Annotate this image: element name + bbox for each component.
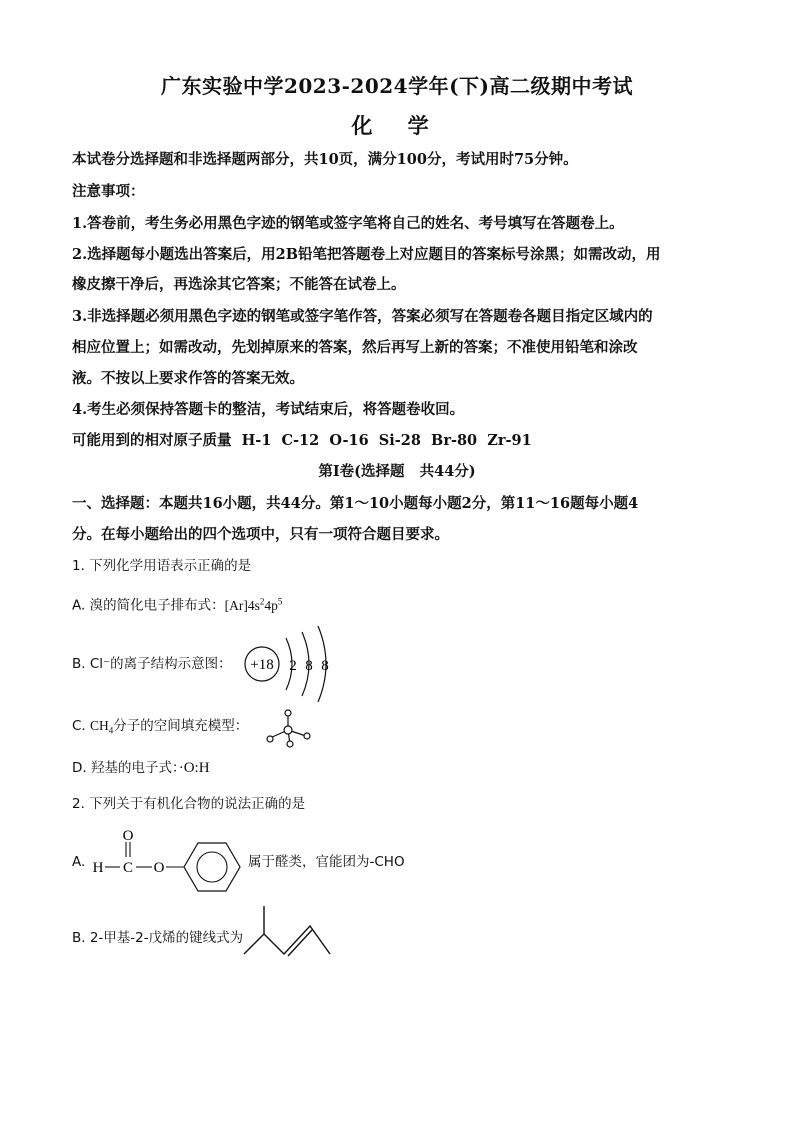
- shell-electrons: 2: [289, 658, 297, 674]
- atom-o-ester: O: [153, 860, 165, 876]
- q1-option-b: [72, 654, 732, 674]
- q2-option-a-label: A.: [72, 854, 86, 870]
- q2-option-a-text: 属于醛类，官能团为-CHO: [248, 854, 405, 870]
- ch4-formula: $CH_4$: [90, 718, 114, 736]
- notice-line: 相应位置上；如需改动，先划掉原来的答案，然后再写上新的答案；不准使用铅笔和涂改: [72, 339, 638, 356]
- shell-electrons: 8: [321, 658, 329, 674]
- notice-line: 橡皮擦干净后，再选涂其它答案；不能答在试卷上。: [72, 276, 406, 293]
- notice-line: 2.选择题每小题选出答案后，用2B铅笔把答题卷上对应题目的答案标号涂黑；如需改动，用: [72, 246, 661, 263]
- q1-b-label: B. Cl⁻的离子结构示意图：: [72, 656, 232, 672]
- q1-stem: 1. 下列化学用语表示正确的是: [72, 558, 252, 574]
- notice-line: 3.非选择题必须用黑色字迹的钢笔或签字笔作答，答案必须写在答题卷各题目指定区域内的: [72, 308, 653, 325]
- atomic-mass-line: 可能用到的相对原子质量 H-1 C-12 O-16 Si-28 Br-80 Zr-91: [72, 432, 532, 449]
- phenyl-formate-structure: [88, 826, 248, 896]
- q1-option-a: [72, 591, 732, 616]
- hydroxyl-electron-formula: ·O:H: [178, 760, 210, 776]
- notice-line: 1.答卷前，考生务必用黑色字迹的钢笔或签字笔将自己的姓名、考号填写在答题卷上。: [72, 215, 624, 232]
- atom-o-carbonyl: O: [122, 828, 134, 844]
- nucleus-charge: +18: [250, 657, 274, 673]
- intro-text: 本试卷分选择题和非选择题两部分，共10页，满分100分，考试用时75分钟。: [72, 151, 578, 168]
- q1-a-formula: $[Ar]4s^24p^5$: [224, 596, 283, 613]
- exam-title: 广东实验中学2023-2024学年(下)高二级期中考试: [160, 74, 634, 98]
- atom-c: C: [122, 860, 134, 876]
- section-title: 第Ⅰ卷(选择题 共44分): [318, 463, 476, 480]
- q1-option-d: D. 羟基的电子式：·O:H: [72, 760, 210, 776]
- q1-a-label: A. 溴的简化电子排布式：: [72, 597, 225, 614]
- notice-line: 液。不按以上要求作答的答案无效。: [72, 370, 304, 387]
- shell-electrons: 8: [305, 658, 313, 674]
- notice-heading: 注意事项：: [72, 183, 145, 200]
- q1-option-c: C. $CH_4$分子的空间填充模型：: [72, 718, 249, 736]
- ch4-space-filling-model: [264, 708, 314, 748]
- section-desc: 分。在每小题给出的四个选项中，只有一项符合题目要求。: [72, 526, 449, 543]
- q2-option-b: B. 2-甲基-2-戊烯的键线式为: [72, 930, 244, 946]
- q2-stem: 2. 下列关于有机化合物的说法正确的是: [72, 796, 306, 812]
- subject-title: 化 学: [351, 113, 443, 138]
- atom-h: H: [92, 860, 104, 876]
- methylpentene-skeletal-formula: [240, 902, 336, 958]
- section-desc: 一、选择题：本题共16小题，共44分。第1～10小题每小题2分，第11～16题每小题4: [72, 495, 639, 512]
- benzene-ring: [184, 843, 240, 891]
- cl-ion-structure-diagram: [242, 624, 342, 702]
- notice-line: 4.考生必须保持答题卡的整洁，考试结束后，将答题卷收回。: [72, 401, 465, 418]
